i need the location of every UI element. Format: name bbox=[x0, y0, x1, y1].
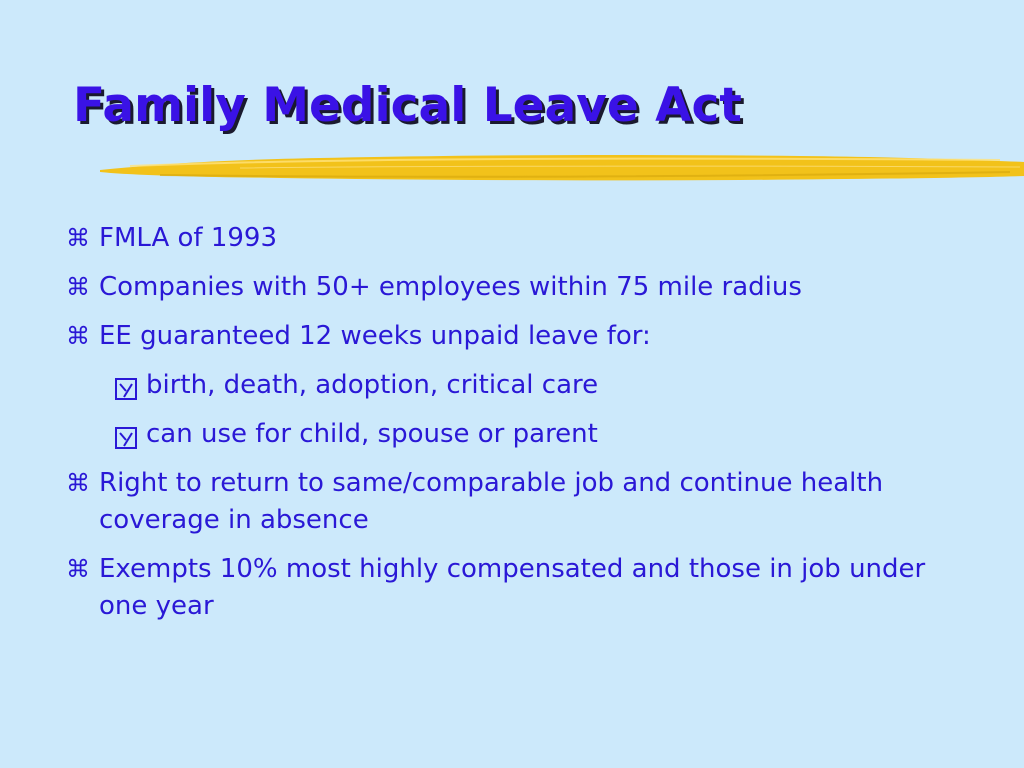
bullet-text: can use for child, spouse or parent bbox=[146, 419, 598, 449]
boxed-y-icon bbox=[115, 423, 137, 445]
bullet-item bbox=[66, 269, 946, 306]
sub-bullet-item bbox=[66, 367, 946, 404]
bullet-item bbox=[66, 220, 946, 257]
bullet-text: FMLA of 1993 bbox=[99, 223, 278, 253]
command-key-icon: ⌘ bbox=[66, 555, 90, 583]
title-underline-brushstroke bbox=[100, 148, 1024, 188]
sub-bullet-item bbox=[66, 416, 946, 453]
bullet-list bbox=[66, 220, 946, 637]
command-key-icon: ⌘ bbox=[66, 224, 90, 252]
boxed-y-icon bbox=[115, 374, 137, 396]
bullet-item bbox=[66, 551, 946, 625]
bullet-text: birth, death, adoption, critical care bbox=[146, 370, 599, 400]
bullet-text: Companies with 50+ employees within 75 mile radius bbox=[99, 272, 802, 302]
bullet-item bbox=[66, 465, 946, 539]
bullet-text: Exempts 10% most highly compensated and those in job under one year bbox=[99, 554, 926, 621]
bullet-item bbox=[66, 318, 946, 355]
bullet-text: EE guaranteed 12 weeks unpaid leave for: bbox=[99, 321, 651, 351]
command-key-icon: ⌘ bbox=[66, 322, 90, 350]
command-key-icon: ⌘ bbox=[66, 469, 90, 497]
bullet-text: Right to return to same/comparable job and continue health coverage in absence bbox=[99, 468, 884, 535]
command-key-icon: ⌘ bbox=[66, 273, 90, 301]
slide-title: Family Medical Leave Act bbox=[73, 78, 742, 133]
